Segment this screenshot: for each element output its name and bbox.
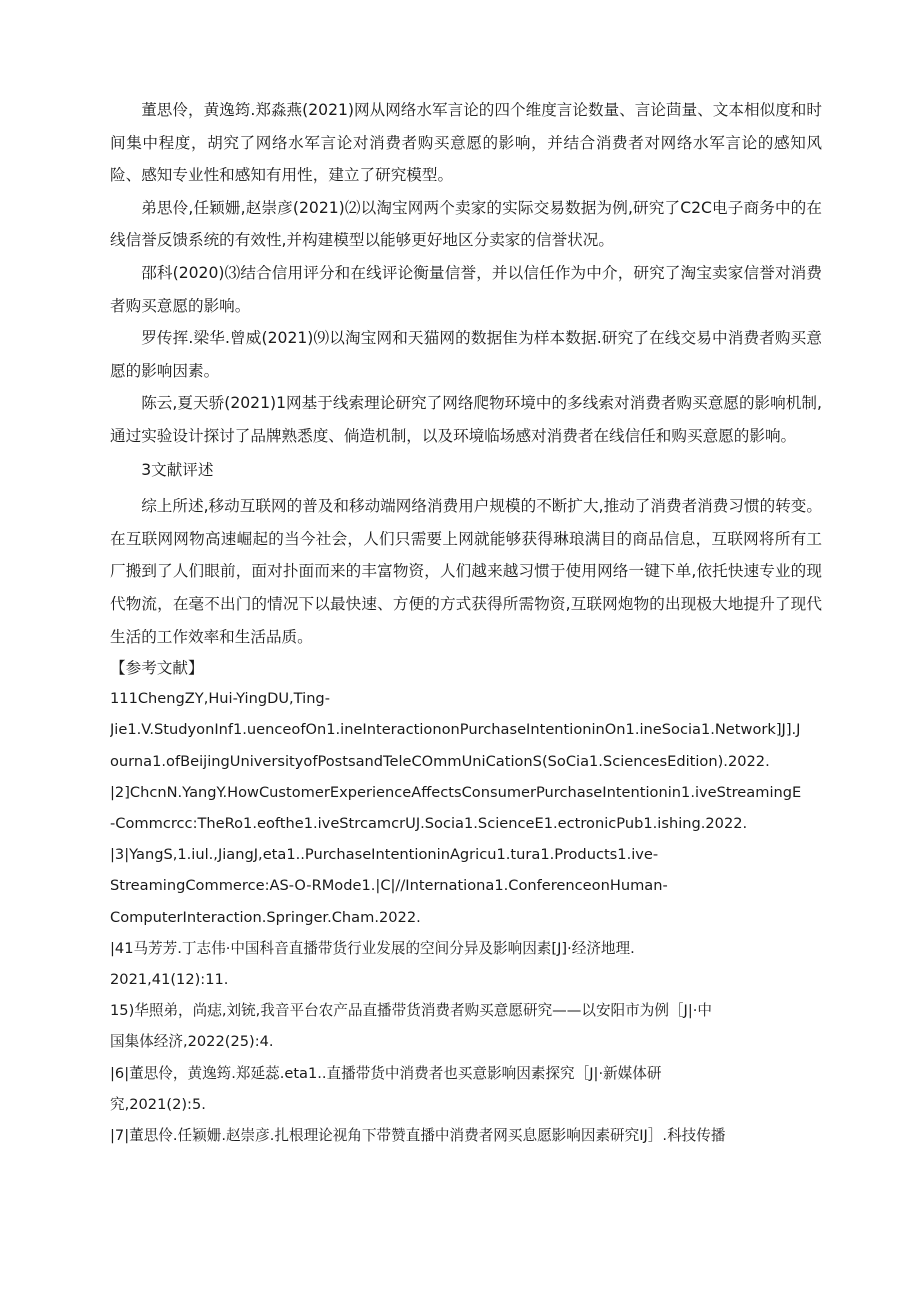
paragraph-4: 罗传挥.梁华.曾威(2021)⑼以淘宝网和天猫网的数据隹为样本数据.研究了在线交易中消费者购买意愿的影响因素。 [110, 329, 822, 380]
references-title: 【参考文献】 [110, 659, 204, 678]
summary-paragraph: 综上所述,移动互联网的普及和移动端网络消费用户规模的不断扩大,推动了消费者消费习惯的转变。在互联网网物高速崛起的当今社会，人们只需要上网就能够获得琳琅满目的商品信息，互联网将所有工厂搬到了人们眼前，面对扑面而来的丰富物资，人们越来越习惯于使用网络一键下单,依托快速专业的现代物流，在毫不出门的情况下以最快速、方便的方式获得所需物资,互联网炮物的出现极大地提升了现代生活的工作效率和生活品质。 [110, 497, 822, 646]
paragraph-5: 陈云,夏天骄(2021)1网基于线索理论研究了网络爬物环境中的多线索对消费者购买意愿的影响机制,通过实验设计探讨了品牌熟悉度、倘造机制，以及环境临场感对消费者在线信任和购买意愿的影响。 [110, 394, 822, 445]
reference-4 [110, 933, 822, 995]
reference-line: ComputerInteraction.Springer.Cham.2022. [110, 908, 421, 926]
reference-line: |3|YangS,1.iul.,JiangJ,eta1..PurchaseIntentioninAgricu1.tura1.Products1.ive- [110, 846, 659, 864]
reference-line: Jie1.V.StudyonInf1.uenceofOn1.ineInteractiononPurchaseIntentioninOn1.ineSocia1.Network]J].J [110, 721, 801, 739]
reference-6 [110, 1058, 822, 1120]
reference-line: 111ChengZY,Hui-YingDU,Ting- [110, 690, 330, 708]
reference-2 [110, 777, 822, 839]
paragraph-1: 董思伶，黄逸筠.郑淼燕(2021)网从网络水军言论的四个维度言论数量、言论茴量、文本相似度和时间集中程度，胡究了网络水军言论对消费者购买意愿的影响，并结合消费者对网络水军言论的感知风险、感知专业性和感知有用性，建立了研究模型。 [110, 101, 822, 185]
reference-5 [110, 995, 822, 1057]
paragraph-3: 邵科(2020)⑶结合信用评分和在线评论衡量信誉，并以信任作为中介，研究了淘宝卖家信誉对消费者购买意愿的影响。 [110, 263, 822, 315]
section-heading: 3文献评述 [141, 460, 214, 479]
reference-line: StreamingCommerce:AS-O-RMode1.|C|//Internationa1.ConferenceonHuman- [110, 877, 668, 895]
reference-line: 2021,41(12):11. [110, 970, 229, 988]
reference-line: |2]ChcnN.YangY.HowCustomerExperienceAffectsConsumerPurchaseIntentionin1.iveStreamingE [110, 783, 802, 801]
document-body [110, 94, 822, 1151]
paragraph-2: 弟思伶,任颖姗,赵崇彦(2021)⑵以淘宝网两个卖家的实际交易数据为例,研究了C2C电子商务中的在线信誉反馈系统的有效性,并构建模型以能够更好地区分卖家的信誉状况。 [110, 198, 822, 250]
reference-line: |41马芳芳.丁志伟·中国科音直播带货行业发展的空间分异及影响因素[J]·经济地理. [110, 939, 635, 957]
reference-3 [110, 839, 822, 933]
reference-line: -Commcrcc:TheRo1.eofthe1.iveStrcamcrUJ.Socia1.ScienceE1.ectronicPub1.ishing.2022. [110, 814, 748, 832]
reference-line: 国集体经济,2022(25):4. [110, 1033, 274, 1051]
reference-1 [110, 683, 822, 777]
reference-line: 15)华照弟，尚痣,刘铳,我音平台农产品直播带货消费者购买意愿研究——以安阳市为例［J|·中 [110, 1002, 712, 1020]
reference-line: ourna1.ofBeijingUniversityofPostsandTeleCOmmUniCationS(SoCia1.SciencesEdition).2022. [110, 752, 770, 770]
reference-line: |6|董思伶，黄逸筠.郑延蕊.eta1..直播带货中消费者也买意影响因素探究［J|·新媒体研 [110, 1064, 662, 1082]
reference-line: 究,2021(2):5. [110, 1095, 206, 1113]
reference-7 [110, 1120, 822, 1151]
reference-line: |7|董思伶.任颖姗.赵崇彦.扎根理论视角下带赞直播中消费者网买息愿影响因素研究IJ］.科技传播 [110, 1126, 726, 1144]
